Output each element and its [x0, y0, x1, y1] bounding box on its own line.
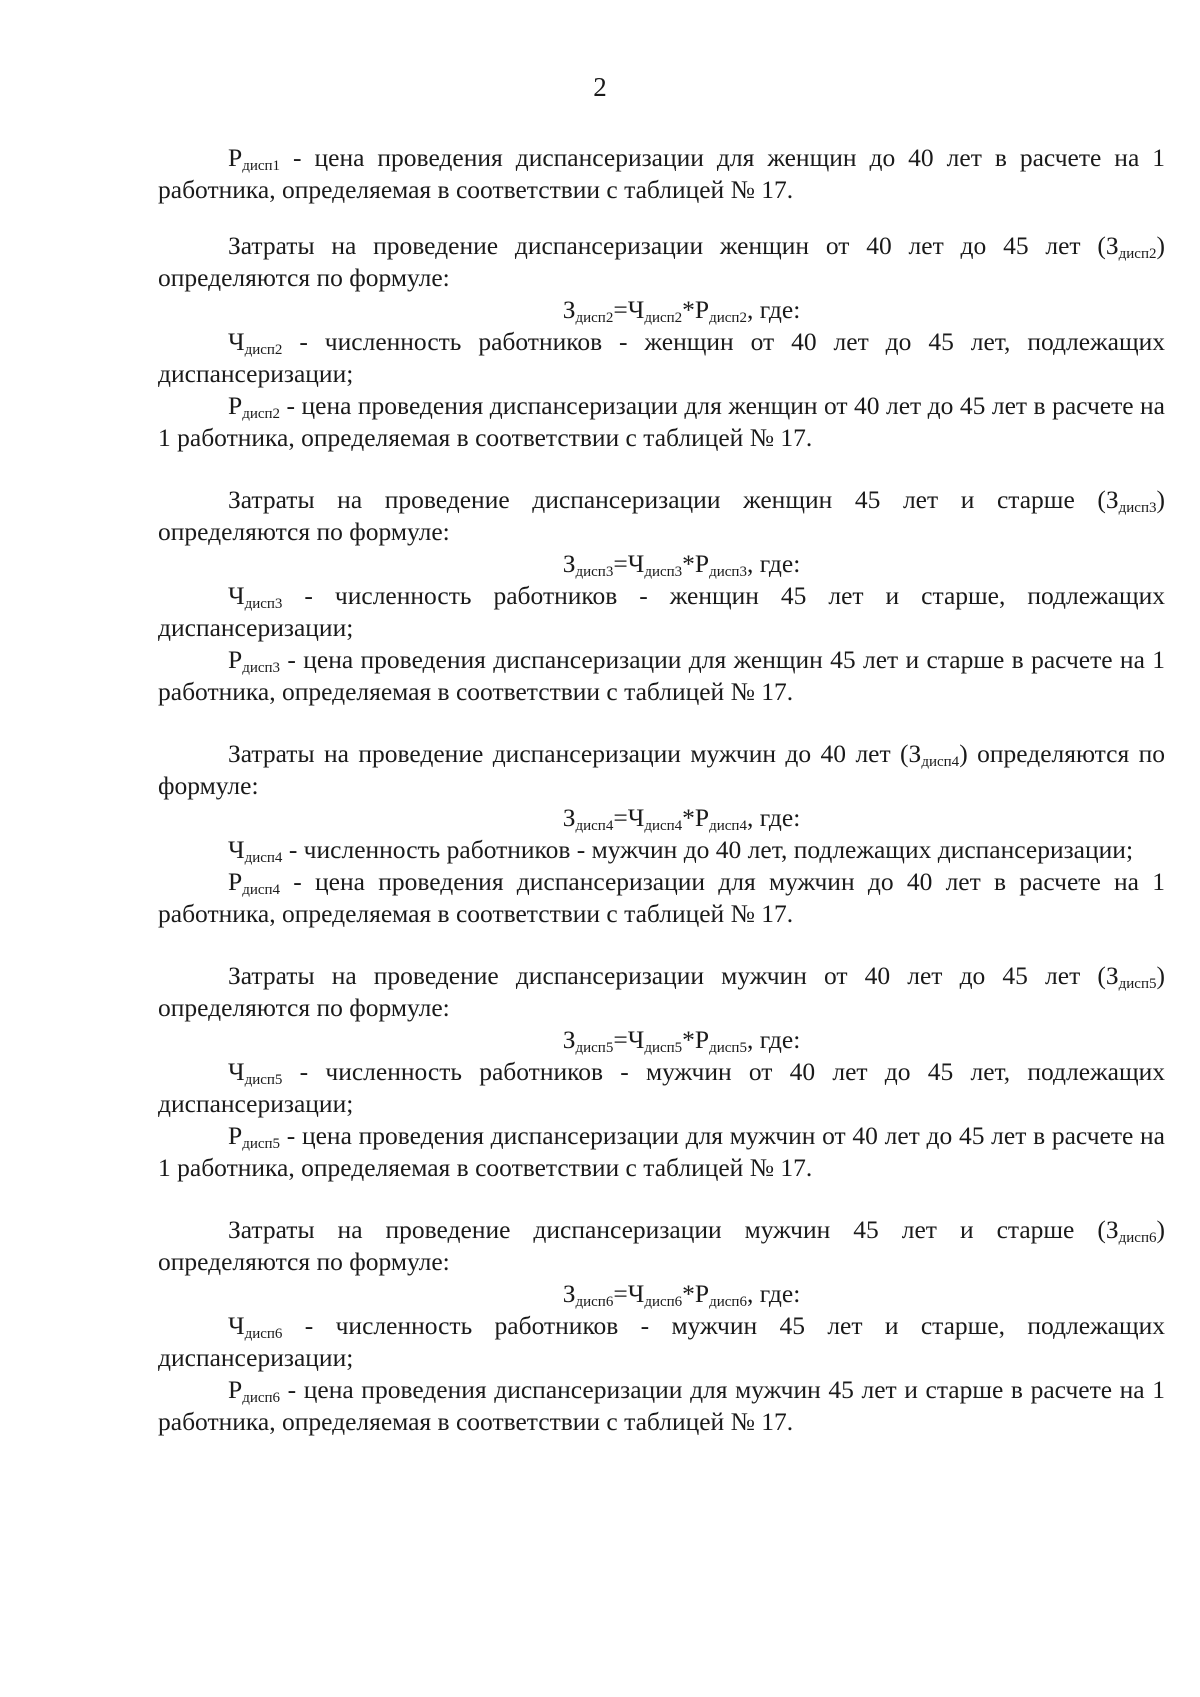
formula-tail: , где: [746, 295, 801, 324]
symbol-subscript: дисп3 [242, 660, 281, 676]
symbol: Р [228, 867, 243, 896]
intro-text: Затраты на проведение диспансеризации женщин 45 лет и старше ( [228, 485, 1106, 514]
formula-operator: = [613, 1279, 628, 1308]
symbol: Р [228, 645, 243, 674]
formula-subscript: дисп5 [575, 1040, 614, 1056]
formula-term: Р [694, 803, 710, 832]
formula-subscript: дисп5 [644, 1040, 683, 1056]
intro-symbol: З [1105, 485, 1119, 514]
formula-subscript: дисп3 [709, 564, 747, 580]
definition [158, 866, 1165, 930]
intro-subscript: дисп5 [1118, 976, 1157, 992]
section-women-under-40-tail [158, 142, 1165, 206]
symbol: Ч [228, 327, 245, 356]
symbol: Ч [228, 581, 245, 610]
definition [158, 580, 1165, 644]
definition-text: - численность работников - мужчин 45 лет и старше, подлежащих диспансеризации; [158, 1311, 1165, 1372]
formula-operator: * [682, 1279, 695, 1308]
definition [158, 644, 1165, 708]
definition [158, 834, 1165, 866]
definition-text: - цена проведения диспансеризации для женщин от 40 лет до 45 лет в расчете на 1 работника, определяемая в соответствии с таблицей № 17. [158, 391, 1165, 452]
intro-subscript: дисп2 [1118, 246, 1157, 262]
definition-text: - численность работников - мужчин от 40 лет до 45 лет, подлежащих диспансеризации; [158, 1057, 1165, 1118]
symbol: Р [228, 391, 243, 420]
intro-symbol: З [1105, 961, 1119, 990]
intro-subscript: дисп3 [1118, 500, 1157, 516]
formula-tail: , где: [746, 1025, 801, 1054]
definition [158, 1056, 1165, 1120]
section-intro [158, 960, 1165, 1024]
intro-end: ) определяются по формуле: [158, 1215, 1165, 1276]
intro-text: Затраты на проведение диспансеризации мужчин 45 лет и старше ( [228, 1215, 1106, 1244]
symbol-subscript: дисп2 [242, 406, 281, 422]
spacer [158, 930, 1165, 960]
formula-subscript: дисп5 [709, 1040, 747, 1056]
formula-operator: * [682, 295, 695, 324]
section-men-45-plus [158, 1214, 1165, 1438]
formula-term: Ч [627, 1025, 645, 1054]
formula-subscript: дисп2 [709, 310, 747, 326]
symbol-subscript: дисп4 [244, 850, 283, 866]
section-intro [158, 484, 1165, 548]
symbol-subscript: дисп6 [242, 1390, 281, 1406]
formula [158, 802, 1165, 834]
formula-term: З [562, 549, 576, 578]
formula-subscript: дисп2 [644, 310, 683, 326]
formula-term: Р [694, 1025, 710, 1054]
spacer [158, 454, 1165, 484]
formula-subscript: дисп6 [575, 1294, 614, 1310]
symbol: Р [228, 1375, 243, 1404]
section-intro [158, 230, 1165, 294]
definition-text: - численность работников - мужчин до 40 лет, подлежащих диспансеризации; [282, 835, 1134, 864]
section-women-40-45 [158, 230, 1165, 454]
symbol: Ч [228, 835, 245, 864]
formula-subscript: дисп2 [575, 310, 614, 326]
formula-subscript: дисп6 [644, 1294, 683, 1310]
formula-term: Р [694, 549, 710, 578]
formula-term: Ч [627, 549, 645, 578]
definition-text: - цена проведения диспансеризации для мужчин от 40 лет до 45 лет в расчете на 1 работника, определяемая в соответствии с таблицей № 17. [158, 1121, 1165, 1182]
formula-tail: , где: [746, 549, 801, 578]
intro-symbol: З [1105, 231, 1119, 260]
formula-term: Р [694, 295, 710, 324]
formula-operator: * [682, 1025, 695, 1054]
formula-term: З [562, 803, 576, 832]
formula-operator: * [682, 549, 695, 578]
formula [158, 1278, 1165, 1310]
intro-end: ) определяются по формуле: [158, 961, 1165, 1022]
formula-subscript: дисп6 [709, 1294, 747, 1310]
formula-operator: = [613, 803, 628, 832]
definition-text: - цена проведения диспансеризации для мужчин 45 лет и старше в расчете на 1 работника, определяемая в соответствии с таблицей № 17. [158, 1375, 1165, 1436]
definition-text: - цена проведения диспансеризации для мужчин до 40 лет в расчете на 1 работника, определяемая в соответствии с таблицей № 17. [158, 867, 1165, 928]
formula-term: Ч [627, 1279, 645, 1308]
definition-price-disp1 [158, 142, 1165, 206]
formula-tail: , где: [746, 1279, 801, 1308]
symbol-subscript: дисп5 [242, 1136, 281, 1152]
formula-term: З [562, 1279, 576, 1308]
symbol-subscript: дисп3 [244, 596, 283, 612]
section-women-45-plus [158, 484, 1165, 708]
spacer [158, 708, 1165, 738]
symbol-subscript: дисп2 [244, 342, 283, 358]
formula-subscript: дисп3 [644, 564, 683, 580]
section-men-under-40 [158, 738, 1165, 930]
intro-end: ) определяются по формуле: [158, 485, 1165, 546]
formula-term: Ч [627, 803, 645, 832]
formula-subscript: дисп4 [575, 818, 614, 834]
document-body [158, 142, 1165, 1438]
formula-operator: = [613, 1025, 628, 1054]
intro-symbol: З [1105, 1215, 1119, 1244]
formula-subscript: дисп4 [644, 818, 683, 834]
symbol-subscript: дисп1 [242, 158, 281, 174]
intro-subscript: дисп4 [921, 754, 960, 770]
formula-term: З [562, 1025, 576, 1054]
spacer [158, 1184, 1165, 1214]
spacer [158, 206, 1165, 230]
formula [158, 548, 1165, 580]
intro-text: Затраты на проведение диспансеризации женщин от 40 лет до 45 лет ( [228, 231, 1106, 260]
definition [158, 1310, 1165, 1374]
intro-text: Затраты на проведение диспансеризации мужчин от 40 лет до 45 лет ( [228, 961, 1106, 990]
definition-text: - численность работников - женщин от 40 лет до 45 лет, подлежащих диспансеризации; [158, 327, 1165, 388]
intro-end: ) определяются по формуле: [158, 231, 1165, 292]
symbol-subscript: дисп5 [244, 1072, 283, 1088]
definition [158, 390, 1165, 454]
formula-term: З [562, 295, 576, 324]
symbol: Р [228, 143, 243, 172]
formula-term: Ч [627, 295, 645, 324]
intro-text: Затраты на проведение диспансеризации мужчин до 40 лет ( [228, 739, 909, 768]
symbol: Ч [228, 1311, 245, 1340]
symbol: Р [228, 1121, 243, 1150]
definition-text: - цена проведения диспансеризации для женщин до 40 лет в расчете на 1 работника, определяемая в соответствии с таблицей № 17. [158, 143, 1165, 204]
definition-text: - цена проведения диспансеризации для женщин 45 лет и старше в расчете на 1 работника, определяемая в соответствии с таблицей № 17. [158, 645, 1165, 706]
section-men-40-45 [158, 960, 1165, 1184]
intro-symbol: З [908, 739, 922, 768]
symbol-subscript: дисп4 [242, 882, 281, 898]
formula-tail: , где: [746, 803, 801, 832]
symbol: Ч [228, 1057, 245, 1086]
formula-operator: * [682, 803, 695, 832]
formula [158, 294, 1165, 326]
page-number: 2 [593, 72, 607, 102]
formula [158, 1024, 1165, 1056]
formula-operator: = [613, 295, 628, 324]
intro-subscript: дисп6 [1118, 1230, 1157, 1246]
symbol-subscript: дисп6 [244, 1326, 283, 1342]
section-intro [158, 1214, 1165, 1278]
definition [158, 1374, 1165, 1438]
definition [158, 1120, 1165, 1184]
intro-end: ) определяются по формуле: [158, 739, 1165, 800]
section-intro [158, 738, 1165, 802]
definition-text: - численность работников - женщин 45 лет и старше, подлежащих диспансеризации; [158, 581, 1165, 642]
formula-operator: = [613, 549, 628, 578]
formula-term: Р [694, 1279, 710, 1308]
formula-subscript: дисп3 [575, 564, 614, 580]
definition [158, 326, 1165, 390]
formula-subscript: дисп4 [709, 818, 747, 834]
